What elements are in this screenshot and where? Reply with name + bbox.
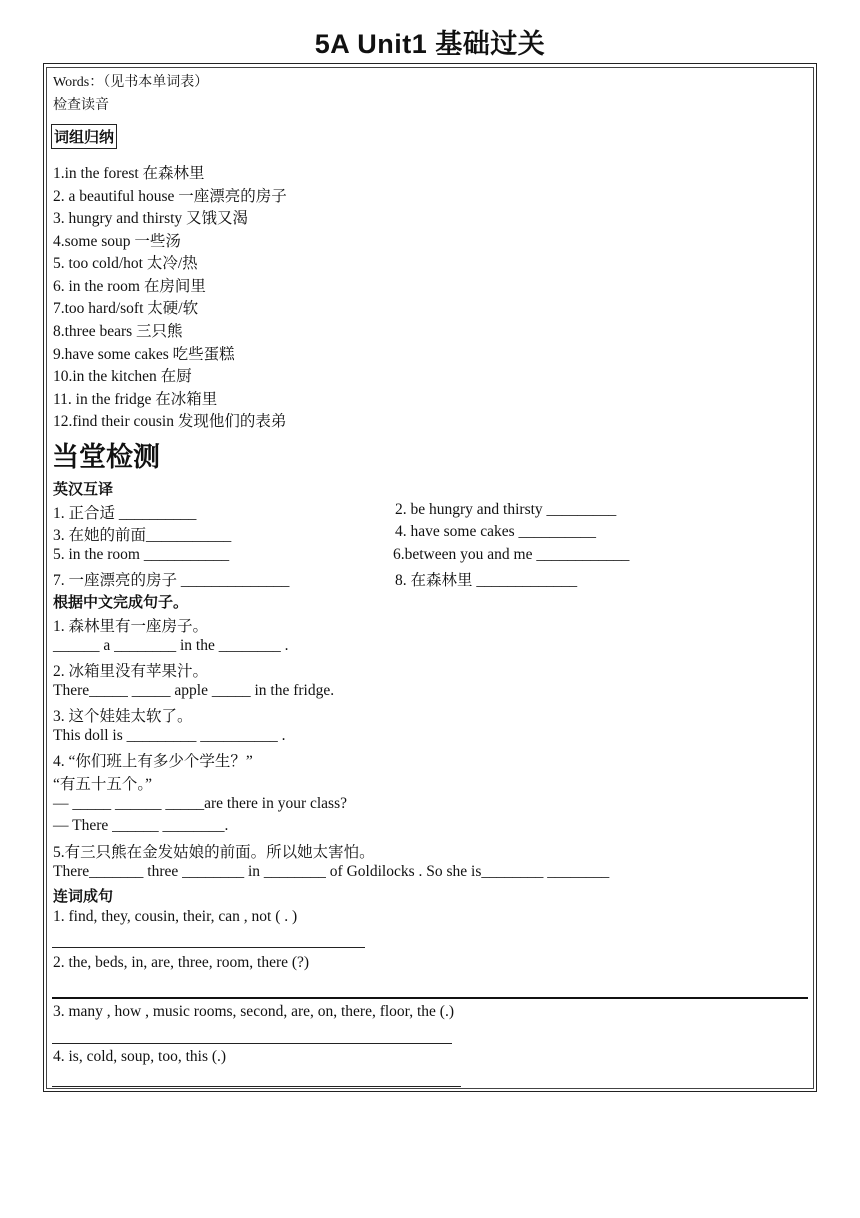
phrase-item: 2. a beautiful house 一座漂亮的房子 <box>53 188 287 205</box>
complete-line: “有五十五个。” <box>53 776 153 793</box>
answer-line <box>52 1086 461 1087</box>
phrase-item: 12.find their cousin 发现他们的表弟 <box>53 413 287 430</box>
phrase-item: 3. hungry and thirsty 又饿又渴 <box>53 210 249 227</box>
phrase-item: 8.three bears 三只熊 <box>53 323 183 340</box>
translate-heading: 英汉互译 <box>53 480 114 498</box>
order-item: 2. the, beds, in, are, three, room, there (?) <box>53 954 310 971</box>
order-item: 1. find, they, cousin, their, can , not ( . ) <box>53 908 298 925</box>
phrase-item: 1.in the forest 在森林里 <box>53 165 205 182</box>
phrase-item: 7.too hard/soft 太硬/软 <box>53 300 199 317</box>
phrases-heading: 词组归纳 <box>51 124 117 149</box>
translate-item: 4. have some cakes __________ <box>395 523 597 540</box>
complete-line: 3. 这个娃娃太软了。 <box>53 708 193 725</box>
phrase-item: 6. in the room 在房间里 <box>53 278 206 295</box>
complete-line: — There ______ ________. <box>53 817 229 834</box>
translate-item: 2. be hungry and thirsty _________ <box>395 501 617 518</box>
complete-line: This doll is _________ __________ . <box>53 727 286 744</box>
translate-item: 7. 一座漂亮的房子 ______________ <box>53 572 290 589</box>
answer-line <box>52 1043 452 1044</box>
complete-line: There_______ three ________ in ________ of Goldilocks . So she is________ ________ <box>53 863 610 880</box>
translate-item: 3. 在她的前面___________ <box>53 527 232 544</box>
test-heading: 当堂检测 <box>52 442 160 473</box>
complete-heading: 根据中文完成句子。 <box>53 593 189 611</box>
translate-item: 6.between you and me ____________ <box>393 546 630 563</box>
complete-line: 2. 冰箱里没有苹果汁。 <box>53 663 209 680</box>
phrase-item: 10.in the kitchen 在厨 <box>53 368 192 385</box>
complete-line: 4. “你们班上有多少个学生？” <box>53 753 253 770</box>
complete-line: ______ a ________ in the ________ . <box>53 637 289 654</box>
order-item: 3. many , how , music rooms, second, are, on, there, floor, the (.) <box>53 1003 454 1020</box>
complete-line: 5.有三只熊在金发姑娘的前面。所以她太害怕。 <box>53 844 375 861</box>
phrase-item: 9.have some cakes 吃些蛋糕 <box>53 346 235 363</box>
complete-line: There_____ _____ apple _____ in the fridge. <box>53 682 335 699</box>
words-line: Words：（见书本单词表） <box>53 75 209 90</box>
translate-item: 1. 正合适 __________ <box>53 505 197 522</box>
phrase-item: 4.some soup 一些汤 <box>53 233 181 250</box>
answer-line <box>52 997 808 999</box>
answer-line <box>52 947 365 948</box>
phrase-item: 11. in the fridge 在冰箱里 <box>53 391 218 408</box>
translate-item: 5. in the room ___________ <box>53 546 230 563</box>
check-pronunciation-line: 检查读音 <box>53 98 109 113</box>
document-title: 5A Unit1 基础过关 <box>314 29 546 59</box>
order-item: 4. is, cold, soup, too, this (.) <box>53 1048 227 1065</box>
order-heading: 连词成句 <box>53 887 114 905</box>
complete-line: — _____ ______ _____are there in your class? <box>53 795 348 812</box>
translate-item: 8. 在森林里 _____________ <box>395 572 578 589</box>
phrase-item: 5. too cold/hot 太冷/热 <box>53 255 198 272</box>
complete-line: 1. 森林里有一座房子。 <box>53 618 209 635</box>
